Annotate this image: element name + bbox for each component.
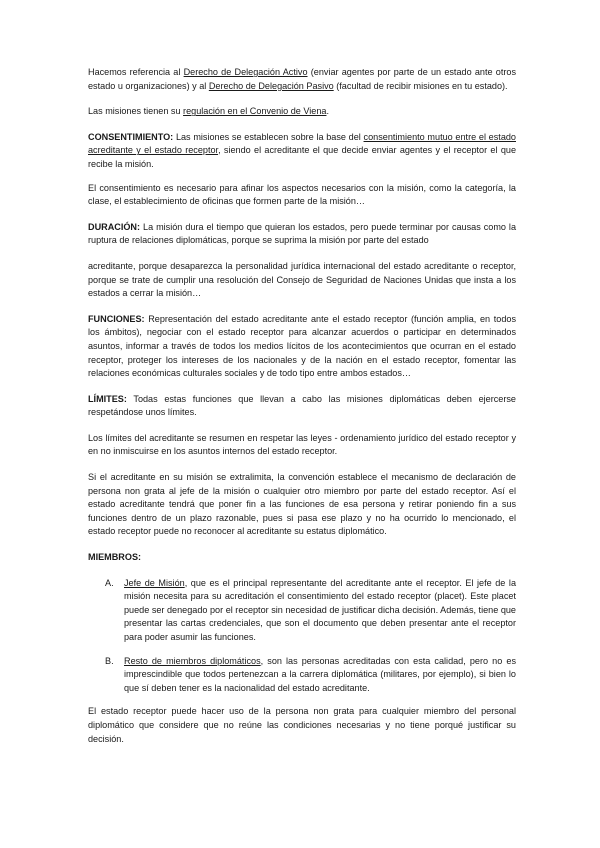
text: , siendo el acreditante el que decide enviar agentes y el receptor el que recibe la misión. bbox=[88, 145, 517, 169]
label-consent: CONSENTIMIENTO: bbox=[88, 131, 174, 142]
text: Las misiones tienen su bbox=[88, 106, 184, 117]
text: Todas estas funciones que llevan a cabo las misiones diplomáticas deben ejercerse respetándose unos límites. bbox=[88, 393, 516, 418]
paragraph-persona-non-grata: Si el acreditante en su misión se extralimita, la convención establece el mecanismo de declaración de persona non grata al jefe de la misión o cualquier otro miembro por parte del estado receptor. Así el estado acreditante tendrá que poner fin a las funciones de esa persona y retirar poniendo fin a sus funciones dentro de un plazo razonable, pues si pasa ese plazo y no ha ocurrido lo mencionado, el estado receptor puede no reconocer al acreditante su estatus diplomático. bbox=[88, 472, 516, 537]
paragraph-delegation bbox=[88, 66, 516, 93]
list-marker: A. bbox=[105, 577, 114, 588]
list-marker: B. bbox=[105, 655, 114, 666]
paragraph-duration bbox=[88, 221, 516, 248]
paragraph-functions bbox=[88, 313, 516, 381]
text: (facultad de recibir misiones en tu estado). bbox=[333, 80, 508, 91]
members-heading: MIEMBROS: bbox=[88, 552, 142, 563]
label-functions: FUNCIONES: bbox=[88, 313, 145, 324]
paragraph-limits bbox=[88, 393, 516, 420]
text: Las misiones se establecen sobre la base del bbox=[173, 131, 364, 142]
text: Representación del estado acreditante ante el estado receptor (función amplia, en todos los ámbitos), negociar con el estado receptor para alcanzar acuerdos o participar en determinados asuntos, informar a través de todos los medios lícitos de los acontecimientos que ocurran en el estado receptor, proteger los intereses de los nacionales y de la nación en el estado receptor, fomentar las relaciones económicas culturales sociales y de todo tipo entre ambos estados… bbox=[88, 313, 516, 379]
paragraph-consent bbox=[88, 131, 516, 172]
document-body bbox=[88, 66, 516, 758]
term-active-delegation: Derecho de Delegación Activo bbox=[183, 67, 308, 77]
label-limits: LÍMITES: bbox=[88, 393, 127, 404]
text: Hacemos referencia al bbox=[88, 67, 184, 77]
text: , que es el principal representante del acreditante ante el receptor. El jefe de la misión necesita para su acreditación el consentimiento del estado receptor (placet). Este placet puede ser denegado por el receptor sin necesidad de justificar dicha decisión. Además, tiene que presentar las cartas credenciales, que son el documento que deben presentar ante el receptor para poder asumir las funciones. bbox=[124, 577, 516, 642]
term-mutual-consent: consentimiento mutuo entre el estado acreditante y el estado receptor bbox=[88, 131, 516, 156]
term-vienna-convention: regulación en el Convenio de Viena bbox=[183, 106, 327, 117]
term-other-members: Resto de miembros diplomáticos bbox=[124, 655, 261, 666]
term-head-of-mission: Jefe de Misión bbox=[124, 577, 185, 588]
paragraph-receiver-right: El estado receptor puede hacer uso de la persona non grata para cualquier miembro del personal diplomático que considere que no reúne las condiciones necesarias y no tiene porqué justificar su decisión. bbox=[88, 706, 516, 744]
paragraph-consent-detail: El consentimiento es necesario para afinar los aspectos necesarios con la misión, como la categoría, la clase, el establecimiento de oficinas que formen parte de la misión… bbox=[88, 182, 516, 207]
text: , son las personas acreditadas con esta calidad, pero no es imprescindible que todos pertenezcan a la carrera diplomática (militares, por ejemplo), si bien lo que sí deben tener es la nacionalidad del estado acreditante. bbox=[124, 655, 516, 693]
paragraph-regulation bbox=[88, 105, 516, 119]
term-passive-delegation: Derecho de Delegación Pasivo bbox=[208, 80, 334, 91]
list-item bbox=[88, 577, 516, 645]
paragraph-limits-detail: Los límites del acreditante se resumen en respetar las leyes - ordenamiento jurídico del estado receptor y en no inmiscuirse en los asuntos internos del estado receptor. bbox=[88, 432, 516, 457]
text: La misión dura el tiempo que quieran los estados, pero puede terminar por causas como la ruptura de relaciones diplomáticas, porque se suprima la misión por parte del estado bbox=[88, 221, 516, 246]
paragraph-duration-cont: acreditante, porque desaparezca la personalidad jurídica internacional del estado acreditante o receptor, porque se trate de cumplir una resolución del Consejo de Seguridad de Naciones Unidas que insta a los estados a cerrar la misión… bbox=[88, 260, 516, 299]
text: . bbox=[326, 106, 329, 117]
text: (enviar agentes por parte de un estado ante otros estado u organizaciones) y al bbox=[88, 67, 516, 91]
label-duration: DURACIÓN: bbox=[88, 221, 141, 232]
members-list bbox=[88, 577, 516, 696]
list-item bbox=[88, 655, 516, 696]
